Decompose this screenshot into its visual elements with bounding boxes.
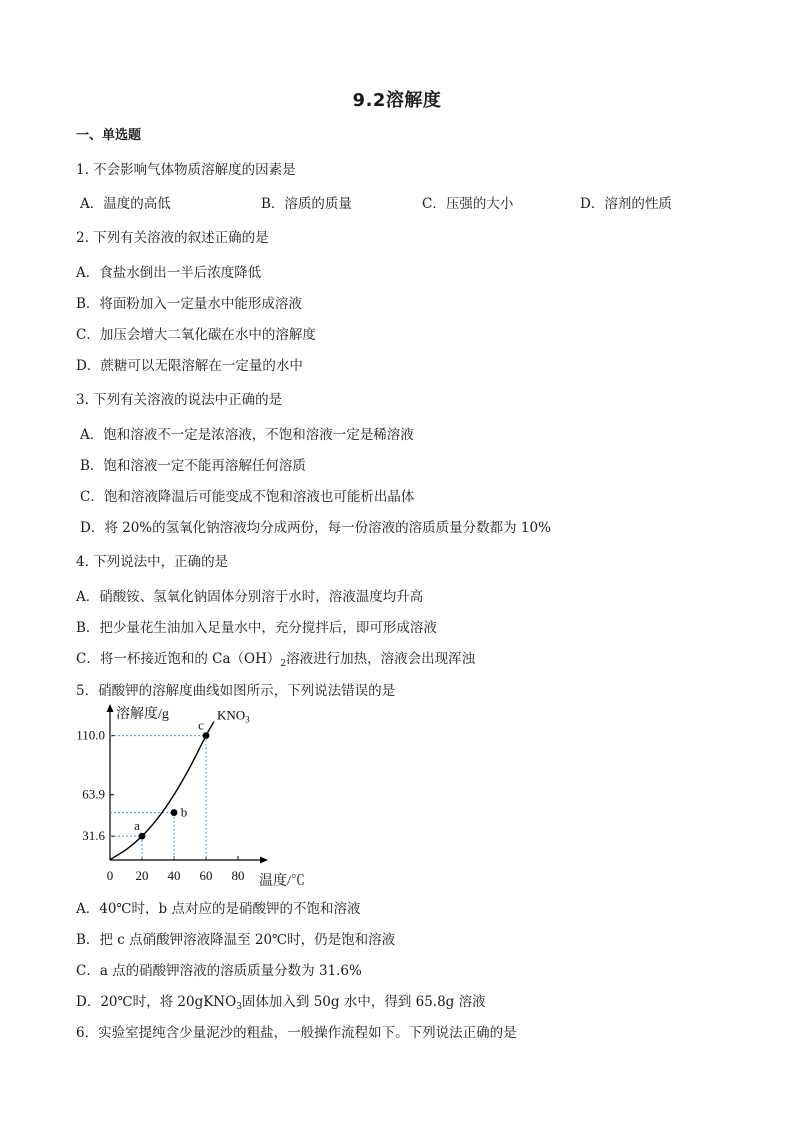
question-3-option-b: B．饱和溶液一定不能再溶解任何溶质	[80, 458, 306, 474]
document-title: 9.2溶解度	[352, 90, 442, 111]
question-5-stem: 5．硝酸钾的溶解度曲线如图所示，下列说法错误的是	[76, 683, 396, 699]
question-1-stem: 1. 不会影响气体物质溶解度的因素是	[76, 162, 296, 178]
x-axis-label: 温度/℃	[259, 874, 305, 889]
question-4-option-c-text: C．将一杯接近饱和的 Ca（OH）	[76, 651, 281, 667]
point-label-a: a	[134, 818, 140, 834]
question-4-option-b: B．把少量花生油加入足量水中，充分搅拌后，即可形成溶液	[76, 620, 437, 636]
question-2-option-c: C．加压会增大二氧化碳在水中的溶解度	[76, 327, 316, 343]
data-point-b	[171, 809, 178, 816]
x-tick-label: 60	[199, 868, 213, 883]
question-6-stem: 6．实验室提纯含少量泥沙的粗盐，一般操作流程如下。下列说法正确的是	[76, 1025, 517, 1041]
question-1-option-d: D．溶剂的性质	[580, 196, 672, 212]
x-tick-label: 20	[135, 868, 149, 883]
question-3-option-a: A．饱和溶液不一定是浓溶液，不饱和溶液一定是稀溶液	[80, 427, 414, 443]
question-3-option-c: C．饱和溶液降温后可能变成不饱和溶液也可能析出晶体	[80, 489, 415, 505]
x-tick-label: 80	[231, 868, 245, 883]
y-tick-label: 63.9	[82, 786, 105, 802]
question-4-stem: 4. 下列说法中，正确的是	[76, 554, 229, 570]
question-5-option-c: C．a 点的硝酸钾溶液的溶质质量分数为 31.6%	[76, 963, 362, 979]
question-5-option-d-text: D．20℃时，将 20gKNO	[76, 994, 237, 1010]
x-tick-label: 0	[106, 868, 114, 883]
x-axis-arrow	[260, 857, 268, 864]
y-tick-label: 31.6	[82, 828, 105, 844]
question-1-option-c: C．压强的大小	[422, 196, 514, 212]
question-1-option-a: A．温度的高低	[80, 196, 171, 212]
question-5-option-d-text-end: 固体加入到 50g 水中，得到 65.8g 溶液	[241, 994, 486, 1010]
question-2-stem: 2. 下列有关溶液的叙述正确的是	[76, 230, 269, 246]
point-label-b: b	[180, 804, 188, 820]
y-axis-arrow	[107, 704, 114, 712]
question-2-option-b: B．将面粉加入一定量水中能形成溶液	[76, 296, 302, 312]
question-5-option-b: B．把 c 点硝酸钾溶液降温至 20℃时，仍是饱和溶液	[76, 932, 396, 948]
solubility-curve	[110, 722, 214, 860]
x-tick-label: 40	[167, 868, 181, 883]
series-label-subscript: 3	[245, 714, 250, 725]
question-5-option-d-subscript: 3	[236, 1002, 242, 1012]
y-tick-label: 110.0	[76, 727, 105, 743]
data-point-c	[203, 732, 210, 739]
question-4-option-c	[76, 647, 475, 669]
section-heading: 一、单选题	[76, 128, 142, 143]
point-label-c: c	[198, 717, 204, 733]
question-5-option-a: A．40℃时，b 点对应的是硝酸钾的不饱和溶液	[76, 901, 361, 917]
y-axis-label: 溶解度/g	[116, 707, 169, 722]
question-3-option-d: D．将 20%的氢氧化钠溶液均分成两份，每一份溶液的溶质质量分数都为 10%	[80, 520, 551, 536]
question-4-option-c-subscript: 2	[280, 659, 287, 669]
series-label: $KNO_3$	[217, 707, 250, 725]
question-2-option-d: D．蔗糖可以无限溶解在一定量的水中	[76, 358, 303, 374]
question-5-option-d	[76, 990, 486, 1012]
solubility-chart	[76, 700, 305, 892]
question-4-option-a: A．硝酸铵、氢氧化钠固体分别溶于水时，溶液温度均升高	[76, 589, 424, 605]
question-1-option-b: B．溶质的质量	[261, 196, 352, 212]
question-2-option-a: A．食盐水倒出一半后浓度降低	[76, 265, 262, 281]
question-4-option-c-text-end: 溶液进行加热，溶液会出现浑浊	[286, 651, 476, 667]
data-point-a	[139, 833, 146, 840]
question-3-stem: 3. 下列有关溶液的说法中正确的是	[76, 392, 283, 408]
